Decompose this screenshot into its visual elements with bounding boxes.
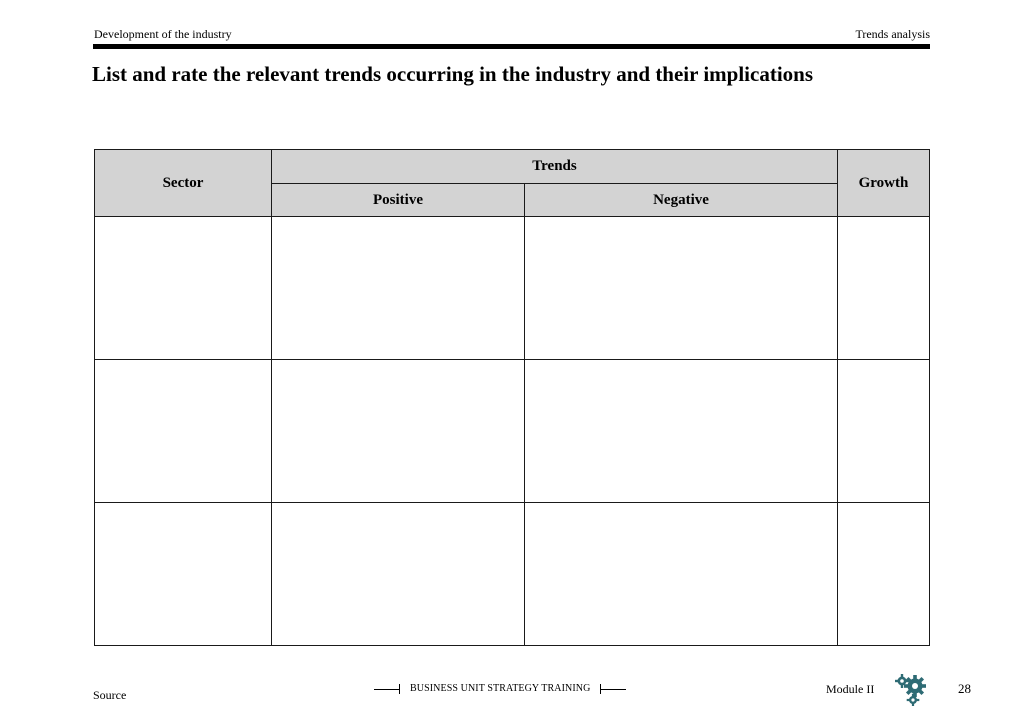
footer-right-bracket [600, 684, 626, 694]
header-rule [93, 44, 930, 49]
table-row [95, 503, 930, 646]
positive-cell[interactable] [272, 503, 525, 646]
header-section-label: Development of the industry [94, 27, 232, 41]
growth-cell[interactable] [838, 503, 930, 646]
sector-cell[interactable] [95, 360, 272, 503]
column-header-trends: Trends [272, 150, 838, 184]
trends-table [94, 149, 930, 646]
page-number: 28 [958, 681, 971, 696]
table-row [95, 360, 930, 503]
sector-cell[interactable] [95, 217, 272, 360]
column-header-growth: Growth [838, 150, 930, 217]
column-header-positive: Positive [272, 184, 525, 217]
footer-module-label: Module II [826, 682, 875, 696]
positive-cell[interactable] [272, 217, 525, 360]
negative-cell[interactable] [525, 503, 838, 646]
footer-source-label: Source [93, 688, 127, 702]
sector-cell[interactable] [95, 503, 272, 646]
page-title: List and rate the relevant trends occurring in the industry and their implications [92, 62, 814, 86]
column-header-negative: Negative [525, 184, 838, 217]
footer-program-label [374, 683, 626, 694]
header-topic-label: Trends analysis [855, 27, 930, 41]
gears-icon [893, 672, 929, 706]
column-header-sector: Sector [95, 150, 272, 217]
table-row [95, 217, 930, 360]
footer-left-bracket [374, 684, 400, 694]
negative-cell[interactable] [525, 360, 838, 503]
positive-cell[interactable] [272, 360, 525, 503]
growth-cell[interactable] [838, 360, 930, 503]
footer-program-text: BUSINESS UNIT STRATEGY TRAINING [410, 683, 591, 694]
growth-cell[interactable] [838, 217, 930, 360]
negative-cell[interactable] [525, 217, 838, 360]
